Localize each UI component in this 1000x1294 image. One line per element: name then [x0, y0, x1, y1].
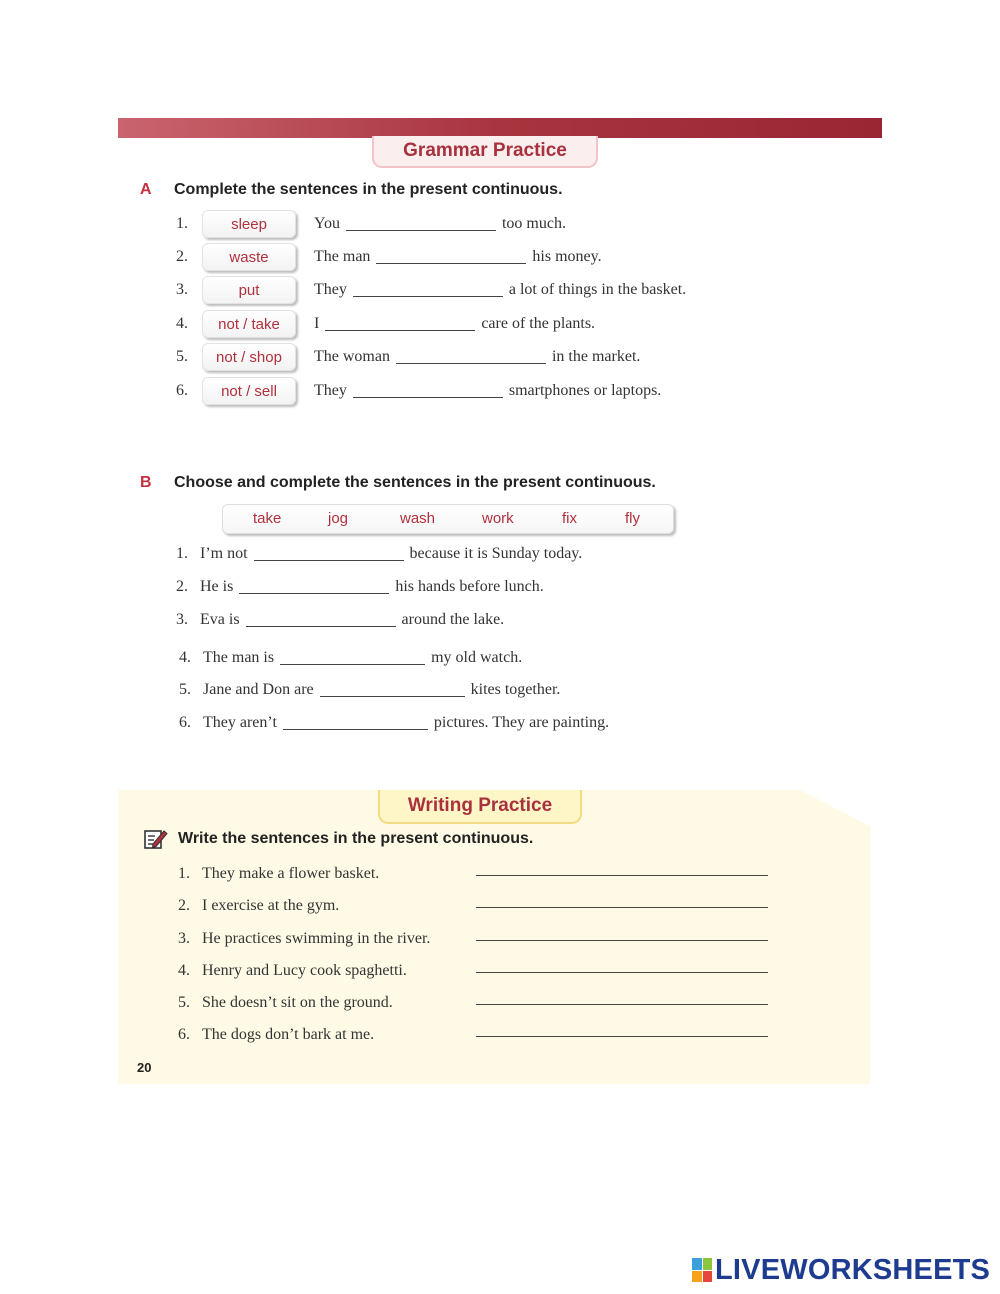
writing-item [178, 1022, 778, 1048]
answer-blank[interactable] [353, 384, 503, 398]
sentence-end: smartphones or laptops. [508, 382, 662, 399]
section-a-instruction: Complete the sentences in the present continuous. [174, 181, 563, 198]
writing-sentence: The dogs don’t bark at me. [202, 1026, 375, 1043]
item-number: 3. [176, 281, 188, 298]
section-b-item [176, 541, 582, 567]
verb-prompt: not / shop [202, 343, 296, 371]
word-bank-item[interactable]: take [253, 510, 282, 527]
answer-blank[interactable] [246, 613, 396, 627]
answer-line[interactable] [476, 972, 768, 973]
item-number: 4. [179, 649, 191, 666]
section-a-item [176, 376, 661, 406]
item-number: 6. [178, 1026, 190, 1043]
section-a-item [176, 309, 595, 339]
sentence-end: kites together. [470, 681, 561, 698]
writing-sentence: They make a flower basket. [202, 865, 380, 882]
grammar-practice-tab: Grammar Practice [372, 136, 598, 168]
sentence-end: my old watch. [431, 649, 523, 666]
sentence-start: You [314, 215, 340, 232]
word-bank-item[interactable]: work [482, 510, 514, 527]
section-a-item [176, 342, 640, 372]
sentence-start: The woman [314, 348, 390, 365]
item-number: 5. [178, 994, 190, 1011]
sentence-end: around the lake. [401, 611, 505, 628]
item-number: 5. [176, 348, 188, 365]
item-number: 1. [176, 215, 188, 232]
answer-blank[interactable] [353, 283, 503, 297]
verb-prompt: waste [202, 243, 296, 271]
section-a-item [176, 242, 602, 272]
sentence-end: his hands before lunch. [395, 578, 544, 595]
sentence-start: Eva is [200, 611, 240, 628]
writing-sentence: I exercise at the gym. [202, 897, 340, 914]
word-bank-item[interactable]: wash [400, 510, 436, 527]
writing-sentence: Henry and Lucy cook spaghetti. [202, 962, 407, 979]
section-b-instruction: Choose and complete the sentences in the present continuous. [174, 474, 656, 491]
verb-prompt: not / sell [202, 377, 296, 405]
writing-instruction: Write the sentences in the present continuous. [178, 830, 534, 847]
item-number: 1. [176, 545, 188, 562]
writing-item [178, 926, 778, 952]
item-number: 6. [179, 714, 191, 731]
section-b-item [179, 677, 560, 703]
sentence-start: They [314, 382, 347, 399]
sentence-start: I’m not [200, 545, 248, 562]
sentence-start: I [314, 315, 320, 332]
writing-sentence: He practices swimming in the river. [202, 930, 431, 947]
sentence-start: The man is [203, 649, 275, 666]
writing-item [178, 861, 778, 887]
sentence-end: a lot of things in the basket. [508, 281, 687, 298]
answer-blank[interactable] [325, 317, 475, 331]
item-number: 2. [176, 578, 188, 595]
answer-blank[interactable] [283, 716, 428, 730]
writing-sentence: She doesn’t sit on the ground. [202, 994, 393, 1011]
answer-line[interactable] [476, 1004, 768, 1005]
sentence-start: He is [200, 578, 234, 595]
word-bank-item[interactable]: jog [328, 510, 349, 527]
logo-square [692, 1258, 702, 1270]
answer-line[interactable] [476, 907, 768, 908]
pencil-note-icon [144, 828, 168, 850]
word-bank [222, 504, 674, 534]
item-number: 3. [178, 930, 190, 947]
section-b-item [179, 645, 522, 671]
writing-item [178, 990, 778, 1016]
sentence-end: too much. [501, 215, 566, 232]
item-number: 2. [178, 897, 190, 914]
sentence-end: pictures. They are painting. [433, 714, 610, 731]
answer-line[interactable] [476, 940, 768, 941]
sentence-start: The man [314, 248, 371, 265]
sentence-start: They aren’t [203, 714, 277, 731]
section-b-letter: B [140, 474, 152, 491]
section-a-item [176, 209, 566, 239]
sentence-end: because it is Sunday today. [409, 545, 583, 562]
writing-item [178, 958, 778, 984]
item-number: 1. [178, 865, 190, 882]
writing-practice-tab: Writing Practice [378, 790, 582, 824]
section-a-letter: A [140, 181, 152, 198]
panel-corner [800, 790, 870, 826]
logo-square [703, 1258, 713, 1270]
answer-blank[interactable] [239, 580, 389, 594]
logo-square [703, 1271, 713, 1283]
word-bank-item[interactable]: fix [562, 510, 577, 527]
item-number: 4. [176, 315, 188, 332]
answer-blank[interactable] [280, 651, 425, 665]
writing-item [178, 893, 778, 919]
item-number: 2. [176, 248, 188, 265]
item-number: 4. [178, 962, 190, 979]
sentence-end: in the market. [551, 348, 641, 365]
answer-blank[interactable] [254, 547, 404, 561]
verb-prompt: put [202, 276, 296, 304]
logo-square [692, 1271, 702, 1283]
liveworksheets-wordmark: LIVEWORKSHEETS [715, 1253, 991, 1286]
sentence-end: his money. [532, 248, 602, 265]
answer-blank[interactable] [346, 217, 496, 231]
liveworksheets-logo [692, 1254, 990, 1286]
answer-line[interactable] [476, 875, 768, 876]
answer-blank[interactable] [376, 250, 526, 264]
verb-prompt: sleep [202, 210, 296, 238]
sentence-end: care of the plants. [481, 315, 596, 332]
section-b-item [179, 710, 609, 736]
answer-blank[interactable] [320, 683, 465, 697]
liveworksheets-icon [692, 1258, 712, 1282]
section-a-item [176, 275, 686, 305]
page-number: 20 [137, 1060, 152, 1075]
word-bank-item[interactable]: fly [625, 510, 640, 527]
sentence-start: They [314, 281, 347, 298]
answer-line[interactable] [476, 1036, 768, 1037]
item-number: 3. [176, 611, 188, 628]
header-bar [118, 118, 882, 138]
section-b-item [176, 607, 504, 633]
sentence-start: Jane and Don are [203, 681, 314, 698]
item-number: 6. [176, 382, 188, 399]
verb-prompt: not / take [202, 310, 296, 338]
section-b-item [176, 574, 544, 600]
item-number: 5. [179, 681, 191, 698]
answer-blank[interactable] [396, 350, 546, 364]
